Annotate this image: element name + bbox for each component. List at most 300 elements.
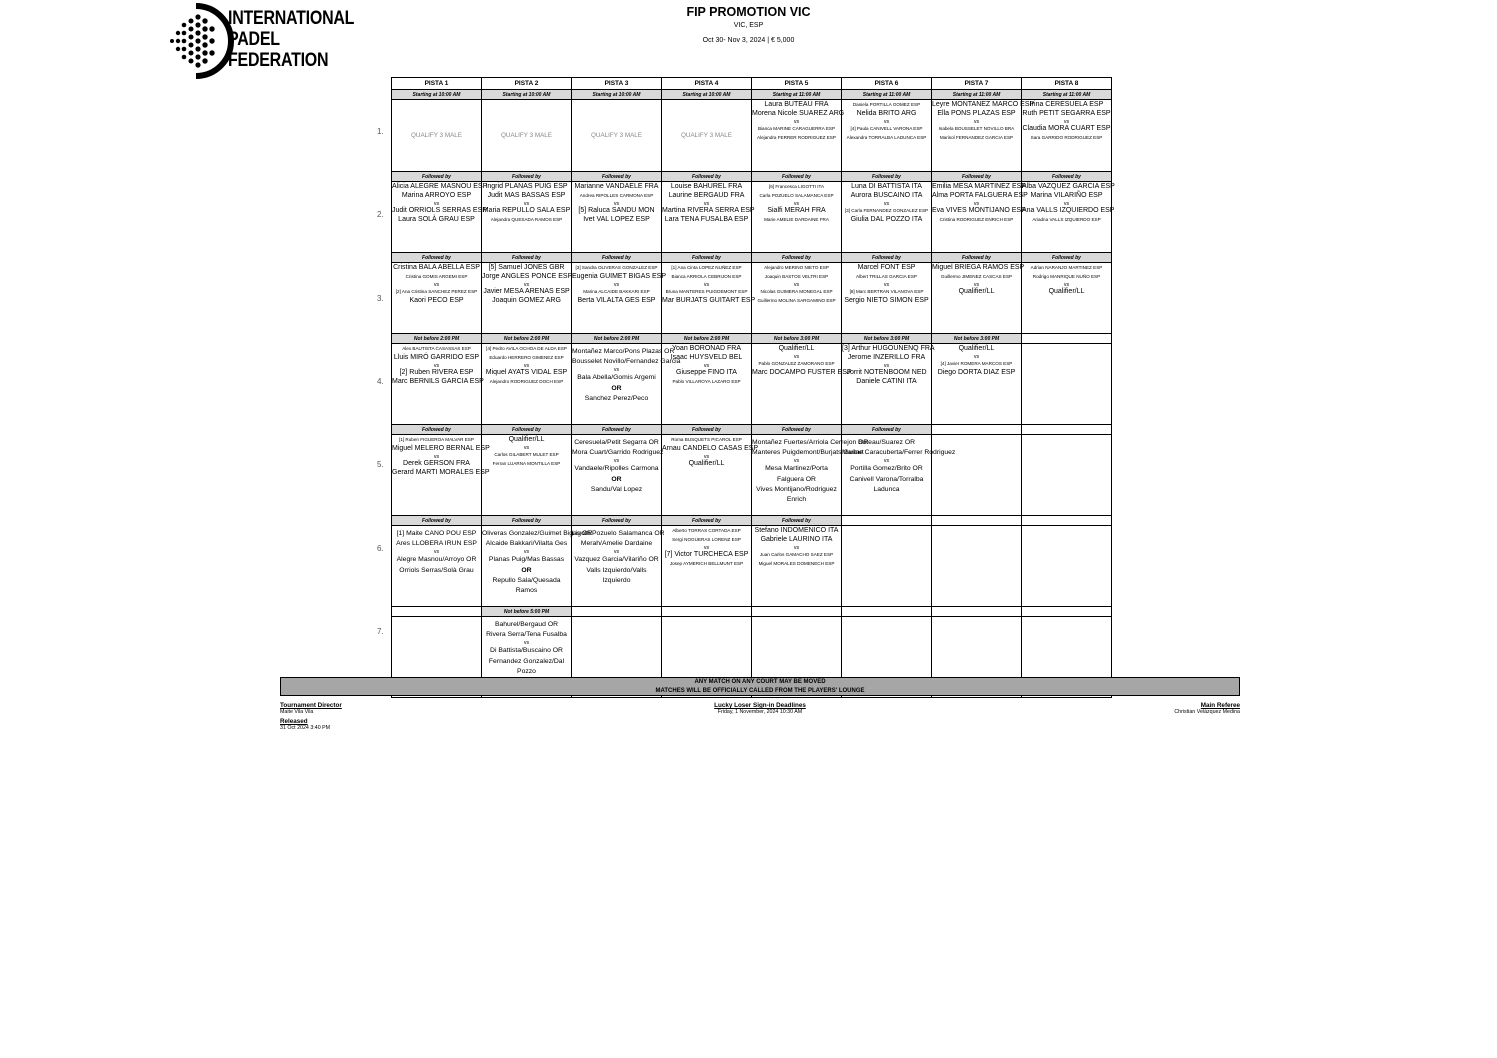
match-content <box>932 526 1021 527</box>
match-cell <box>482 263 572 334</box>
player-name: Marina VILARIÑO ESP <box>1030 191 1103 199</box>
match-cell <box>1022 263 1112 334</box>
match-content <box>662 435 759 469</box>
player-name: Claudia MORA CUART ESP <box>1022 124 1111 132</box>
match-content <box>752 435 869 505</box>
empty-cell <box>1022 526 1112 607</box>
player-name: Ivet VAL LOPEZ ESP <box>583 215 650 223</box>
player-name: Irina CERESUELA ESP <box>1029 101 1104 108</box>
start-time: Followed by <box>662 425 752 435</box>
player-name: Qualifier/LL <box>688 459 725 467</box>
player-name: Marcel FONT ESP <box>857 264 916 271</box>
vs-separator: vs <box>793 353 800 360</box>
start-time: Not before 2:00 PM <box>392 334 482 344</box>
start-time: Followed by <box>842 425 932 435</box>
start-time: Followed by <box>662 172 752 182</box>
match-content <box>662 100 751 171</box>
team-line: Manteres Puigdemont/Burjats Guitart <box>752 449 864 457</box>
vs-separator: vs <box>613 367 620 374</box>
match-cell <box>932 263 1025 334</box>
team-line: Canivell Varona/Torralba <box>849 475 924 483</box>
match-cell <box>932 182 1028 253</box>
team-line: OR <box>611 384 622 392</box>
match-cell <box>752 526 842 607</box>
team-line: Enrich <box>786 496 807 504</box>
row-number: 7. <box>377 626 384 636</box>
player-name: Berta VILALTA GES ESP <box>577 296 656 304</box>
vs-separator: vs <box>433 362 440 369</box>
player-name: Eugenia GUIMET BIGAS ESP <box>572 272 667 280</box>
match-content <box>482 100 571 171</box>
player-name: Giuseppe FINO ITA <box>676 368 737 376</box>
vs-separator: vs <box>973 200 980 207</box>
start-time: Starting at 10:00 AM <box>662 90 752 100</box>
referee-name: Christian Velázquez Medina <box>1174 709 1240 715</box>
player-name: Alejandra FERRER RODRIGUEZ ESP <box>757 134 836 140</box>
tournament-title: FIP PROMOTION VIC <box>686 5 811 19</box>
player-name: Miguel BRIEGA RAMOS ESP <box>932 264 1025 271</box>
court-header: PISTA 3 <box>572 78 662 90</box>
match-cell <box>842 344 935 425</box>
director-label: Tournament Director <box>280 702 342 709</box>
player-name: Sergio NIETO SIMON ESP <box>844 296 929 304</box>
match-cell <box>932 100 1035 172</box>
match-cell <box>662 344 752 425</box>
match-cell <box>662 100 752 172</box>
vs-separator: vs <box>613 458 620 465</box>
start-time: Followed by <box>752 516 842 526</box>
start-time: Followed by <box>842 253 932 263</box>
player-name: Carlos GILABERT MULET ESP <box>494 451 559 457</box>
qualifying-label: QUALIFY 3 MALE <box>501 132 552 139</box>
start-time <box>932 425 1022 435</box>
match-content <box>932 182 1028 225</box>
vs-separator: vs <box>523 200 530 207</box>
player-name: Marie AMELIE DARDAINE FRA <box>764 216 829 222</box>
vs-separator: vs <box>433 200 440 207</box>
team-line: Portilla Gomez/Brito OR <box>850 465 923 473</box>
vs-separator: vs <box>883 362 890 369</box>
player-name: Carla POZUELO SALAMANCA ESP <box>759 192 834 198</box>
player-name: Ariadna VALLS IZQUIERDO ESP <box>1032 216 1101 222</box>
start-time <box>932 516 1022 526</box>
start-time: Followed by <box>392 516 482 526</box>
player-name: Qualifier/LL <box>1048 287 1085 295</box>
match-cell <box>662 526 752 607</box>
vs-separator: vs <box>883 200 890 207</box>
start-time: Followed by <box>392 172 482 182</box>
court-header: PISTA 4 <box>662 78 752 90</box>
start-time: Not before 5:00 PM <box>482 607 572 617</box>
team-line: Pozzo <box>517 667 536 675</box>
match-content <box>932 263 1025 297</box>
vs-separator: vs <box>433 281 440 288</box>
start-time <box>392 607 482 617</box>
player-name: Alba VAZQUEZ GARCIA ESP <box>1022 183 1115 190</box>
match-cell <box>752 344 852 425</box>
start-time: Followed by <box>482 253 572 263</box>
player-name: Alexandra TORRALBA LADUNCA ESP <box>846 134 927 140</box>
match-content <box>482 182 571 225</box>
match-content <box>1022 182 1115 225</box>
player-name: [3] Arthur HUGOUNENQ FRA <box>842 345 935 352</box>
match-content <box>662 617 751 618</box>
team-line: Ligotti/Pozuelo Salamanca OR <box>572 530 665 537</box>
match-cell <box>572 344 681 425</box>
team-line: OR <box>521 566 532 574</box>
player-name: Ana VALLS IZQUIERDO ESP <box>1022 206 1115 214</box>
match-content <box>752 263 841 306</box>
court-header: PISTA 1 <box>392 78 482 90</box>
team-line: Repullo Sala/Quesada <box>492 576 561 584</box>
notice-line: MATCHES WILL BE OFFICIALLY CALLED FROM THE PLAYERS' LOUNGE <box>655 687 865 694</box>
match-cell <box>392 344 482 425</box>
vs-separator: vs <box>793 118 800 125</box>
team-line: Marine Caracuberta/Ferrer Rodriguez <box>842 449 956 457</box>
team-line: Di Battista/Buscaino OR <box>490 647 563 655</box>
player-name: Pablo VILLAROYA LAZARO ESP <box>672 378 741 384</box>
match-content <box>662 344 751 387</box>
vs-separator: vs <box>793 458 800 465</box>
player-name: Kaori PECO ESP <box>409 296 464 304</box>
player-name: Yoan BORONAD FRA <box>672 345 741 352</box>
player-name: Roma BUSQUETS PICAROL ESP <box>671 437 742 442</box>
start-time: Followed by <box>482 425 572 435</box>
player-name: [1] Ana Cinta LOPEZ NUÑEZ ESP <box>671 265 742 270</box>
vs-separator: vs <box>703 281 710 288</box>
team-line: Ramos <box>515 587 538 595</box>
start-time: Starting at 11:00 AM <box>842 90 932 100</box>
match-cell <box>482 526 593 607</box>
team-line: Mora Cuart/Garrido Rodriguez <box>572 449 664 457</box>
vs-separator: vs <box>703 544 710 551</box>
match-content <box>842 344 935 387</box>
court-header: PISTA 6 <box>842 78 932 90</box>
start-time: Followed by <box>752 425 842 435</box>
logo-line: INTERNATIONAL <box>228 7 355 29</box>
start-time: Followed by <box>572 516 662 526</box>
vs-separator: vs <box>523 281 530 288</box>
start-time: Followed by <box>1022 253 1112 263</box>
start-time: Not before 3:00 PM <box>842 334 932 344</box>
player-name: Marianne VANDAELE FRA <box>574 183 659 190</box>
released-value: 31 Oct 2024 3:40 PM <box>280 725 331 731</box>
row-number: 3. <box>377 293 384 303</box>
match-content <box>392 435 490 478</box>
player-name: Alberto TORRAS CORTADA ESP <box>672 528 741 533</box>
player-name: Leyre MONTANEZ MARCO ESP <box>932 101 1035 108</box>
team-line: Vazquez Garcia/Vilariño OR <box>574 556 659 564</box>
player-name: Diego DORTA DIAZ ESP <box>937 368 1016 376</box>
row-number: 2. <box>377 210 384 220</box>
team-line: Fernandez Gonzalez/Dal <box>488 657 565 665</box>
empty-cell <box>1022 435 1112 516</box>
player-name: Qualifier/LL <box>958 345 995 352</box>
match-cell <box>752 263 842 334</box>
qualifying-label: QUALIFY 3 MALE <box>681 132 732 139</box>
vs-separator: vs <box>613 281 620 288</box>
qualifying-label: QUALIFY 3 MALE <box>591 132 642 139</box>
start-time: Followed by <box>572 425 662 435</box>
start-time: Starting at 11:00 AM <box>1022 90 1112 100</box>
player-name: Marisol FERNANDEZ GARCIA ESP <box>939 134 1014 140</box>
match-cell <box>572 100 662 172</box>
player-name: Derek GERSON FRA <box>403 459 470 467</box>
player-name: Josep AYMERICH BELLMUNT ESP <box>669 560 744 566</box>
player-name: Emilia MESA MARTINEZ ESP <box>932 183 1027 190</box>
empty-cell <box>1022 344 1112 425</box>
match-cell <box>752 100 845 172</box>
start-time: Not before 3:00 PM <box>932 334 1022 344</box>
start-time <box>1022 425 1112 435</box>
player-name: Joaquin BASTOS VELTRI ESP <box>764 273 829 279</box>
player-name: Sara GARRIDO RODRIGUEZ ESP <box>1030 134 1103 140</box>
player-name: Maria REPULLO SALA ESP <box>482 206 571 214</box>
player-name: Javier MESA ARENAS ESP <box>483 287 570 295</box>
notice-line: ANY MATCH ON ANY COURT MAY BE MOVED <box>694 679 826 685</box>
player-name: Eva VIVES MONTIJANO ESP <box>932 206 1026 214</box>
player-name: Louise BAHUREL FRA <box>670 183 743 190</box>
vs-separator: vs <box>523 549 530 556</box>
match-content <box>572 526 665 586</box>
player-name: Jorrit NOTENBOOM NED <box>846 368 927 376</box>
director-name: Maite Vila Vila <box>280 709 314 715</box>
match-content <box>842 100 931 143</box>
match-content <box>1022 100 1111 143</box>
team-line: Izquierdo <box>602 576 631 584</box>
empty-cell <box>932 435 1022 516</box>
logo-line: FEDERATION <box>228 49 329 71</box>
match-content <box>482 526 593 596</box>
player-name: Juan Carlos GAMACHO SAEZ ESP <box>759 551 834 557</box>
start-time: Followed by <box>932 253 1022 263</box>
match-cell <box>482 435 572 516</box>
match-content <box>1022 435 1111 436</box>
start-time: Followed by <box>482 172 572 182</box>
team-line: Sanchez Perez/Peco <box>584 394 649 402</box>
player-name: Isaac HUYSVELD BEL <box>670 353 743 361</box>
start-time: Followed by <box>482 516 572 526</box>
start-time: Followed by <box>572 253 662 263</box>
match-content <box>932 344 1021 378</box>
logo-wordmark <box>228 8 354 71</box>
vs-separator: vs <box>1063 200 1070 207</box>
player-name: Qualifier/LL <box>958 287 995 295</box>
player-name: Guillermo JIMENEZ CASCAS ESP <box>940 273 1013 279</box>
match-content <box>1022 263 1111 297</box>
player-name: Cristina BALA ABELLA ESP <box>393 264 480 271</box>
match-cell <box>482 100 572 172</box>
player-name: [1] Ruben FIGUEROA MALVAR ESP <box>399 437 474 442</box>
player-name: Martina RIVERA SERRA ESP <box>662 206 755 214</box>
match-content <box>572 435 664 495</box>
player-name: [6] Francesca LIGOTTI ITA <box>768 184 825 189</box>
player-name: Lara TENA FUSALBA ESP <box>664 215 749 223</box>
player-name: Bianca MARINE CARAGUERRA ESP <box>757 125 836 131</box>
player-name: [2] Ana Cristina SANCHEZ PEREZ ESP <box>395 288 478 294</box>
player-name: Joaquin GOMEZ ARG <box>492 296 561 304</box>
match-content <box>392 263 481 306</box>
start-time: Starting at 10:00 AM <box>392 90 482 100</box>
notice-banner <box>280 677 1240 696</box>
vs-separator: vs <box>433 549 440 556</box>
team-line: Merah/Amelie Dardaine <box>580 540 653 548</box>
vs-separator: vs <box>1063 281 1070 288</box>
player-name: Albert TRILLAS GARCIA ESP <box>856 273 917 279</box>
start-time <box>1022 334 1112 344</box>
team-line: Vives Montijano/Rodriguez <box>756 485 837 493</box>
player-name: [3] Sandra OLIVERAS GONZALEZ ESP <box>575 265 658 270</box>
start-time: Followed by <box>662 253 752 263</box>
row-number: 6. <box>377 543 384 553</box>
player-name: Nelida BRITO ARG <box>856 109 917 117</box>
match-content <box>482 344 571 387</box>
team-line: Mesa Martinez/Porta <box>765 465 828 473</box>
player-name: Alex BAUTISTA CASASSAS ESP <box>402 346 471 351</box>
match-cell <box>662 182 755 253</box>
fip-logo <box>166 4 356 78</box>
match-cell <box>842 263 932 334</box>
player-name: Isabela BOUSSELET NOVILLO BRA <box>938 125 1015 131</box>
player-name: Qualifier/LL <box>778 345 815 352</box>
player-name: Ferran LUARNA MONTILLA ESP <box>492 460 561 466</box>
match-content <box>392 100 481 171</box>
match-content <box>572 344 681 404</box>
vs-separator: vs <box>883 118 890 125</box>
vs-separator: vs <box>613 200 620 207</box>
row-number: 5. <box>377 460 384 470</box>
court-header: PISTA 2 <box>482 78 572 90</box>
match-content <box>572 100 661 171</box>
match-content <box>1022 344 1111 345</box>
match-content <box>1022 526 1111 527</box>
start-time <box>572 607 662 617</box>
match-content <box>1022 617 1111 618</box>
team-line: Orriols Serras/Solà Grau <box>399 566 474 574</box>
team-line: Bala Abella/Gomis Argemi <box>577 374 656 382</box>
vs-separator: vs <box>523 640 530 647</box>
player-name: Morena Nicole SUAREZ ARG <box>752 109 845 117</box>
lucky-loser-deadlines <box>660 702 860 715</box>
player-name: Arnau CANDELO CASAS ESP <box>662 444 759 452</box>
start-time: Followed by <box>572 172 662 182</box>
lucky-value: Friday, 1 November, 2024 10:30 AM <box>717 709 803 715</box>
player-name: Alejandro RODRIGUEZ DOCH ESP <box>489 378 564 384</box>
match-cell <box>842 100 932 172</box>
vs-separator: vs <box>703 362 710 369</box>
player-name: Daniela PORTILLA GOMEZ ESP <box>852 102 921 107</box>
player-name: Judit MAS BASSAS ESP <box>487 191 566 199</box>
match-cell <box>392 435 490 516</box>
match-content <box>752 182 841 225</box>
match-content <box>482 435 571 469</box>
match-content <box>392 182 488 225</box>
vs-separator: vs <box>703 200 710 207</box>
vs-separator: vs <box>793 281 800 288</box>
start-time: Followed by <box>662 516 752 526</box>
match-cell <box>662 263 756 334</box>
player-name: Marc BERNILS GARCIA ESP <box>392 377 484 385</box>
vs-separator: vs <box>523 444 530 451</box>
team-line: Sandu/Val Lopez <box>590 485 643 493</box>
match-content <box>392 617 481 618</box>
team-line: Bousselet Novillo/Fernandez Garcia <box>572 358 681 366</box>
match-content <box>572 263 667 306</box>
player-name: Eduardo HERRERO GIMENEZ ESP <box>489 354 564 360</box>
team-line: Planas Puig/Mas Bassas <box>488 556 565 564</box>
player-name: [4] Pedro AVILA OCHOA DE ALDA ESP <box>486 346 567 351</box>
start-time: Followed by <box>932 172 1022 182</box>
player-name: Giulia DAL POZZO ITA <box>850 215 923 223</box>
team-line: Alegre Masnou/Arroyo OR <box>396 556 477 564</box>
match-cell <box>482 344 572 425</box>
start-time: Starting at 11:00 AM <box>752 90 842 100</box>
team-line: Ares LLOBERA IRUN ESP <box>396 540 477 548</box>
match-content <box>932 435 1021 436</box>
vs-separator: vs <box>883 281 890 288</box>
match-cell <box>842 435 956 516</box>
player-name: Luna DI BATTISTA ITA <box>851 183 922 190</box>
player-name: Guillermo MOLINA SARGAMINO ESP <box>757 297 836 303</box>
player-name: [3] Carla FERNANDEZ GONZALEZ ESP <box>844 207 929 213</box>
start-time <box>1022 516 1112 526</box>
match-cell <box>572 435 662 516</box>
match-content <box>572 617 661 618</box>
player-name: Qualifier/LL <box>508 436 545 443</box>
vs-separator: vs <box>973 118 980 125</box>
player-name: [5] Raluca SANDU MON <box>578 206 655 214</box>
player-name: Cristina RODRIGUEZ ENRICH ESP <box>939 216 1014 222</box>
player-name: Daniele CATINI ITA <box>856 377 917 385</box>
match-cell <box>482 182 572 253</box>
player-name: [4] Javier ROMERA MARCOS ESP <box>940 360 1013 366</box>
player-name: Rodrigo MANRIQUE NUÑO ESP <box>1032 273 1101 279</box>
start-time <box>932 607 1022 617</box>
team-line: Rivera Serra/Tena Fusalba <box>486 631 567 639</box>
vs-separator: vs <box>1063 118 1070 125</box>
start-time: Followed by <box>1022 172 1112 182</box>
player-name: Ingrid PLANAS PUIG ESP <box>485 183 568 190</box>
match-content <box>482 617 571 677</box>
empty-cell <box>932 526 1022 607</box>
match-cell <box>1022 100 1112 172</box>
empty-cell <box>842 526 932 607</box>
team-line: [1] Maite CANO POU ESP <box>396 530 477 537</box>
qualifying-label: QUALIFY 3 MALE <box>411 132 462 139</box>
player-name: Bianca ARRIOLA CEBRIJON ESP <box>671 273 742 279</box>
match-content <box>842 526 931 527</box>
fip-logo-mark <box>166 4 226 78</box>
match-cell <box>572 182 662 253</box>
player-name: [5] Samuel JONES GBR <box>488 264 565 271</box>
released-label: Released <box>280 718 308 725</box>
start-time: Not before 2:00 PM <box>482 334 572 344</box>
match-content <box>482 263 571 306</box>
start-time: Starting at 11:00 AM <box>932 90 1022 100</box>
match-content <box>572 182 661 225</box>
team-line: Montañez Fuertes/Arriola Cerrejon OR <box>752 439 869 446</box>
referee-label: Main Referee <box>1200 702 1240 709</box>
player-name: Gerard MARTI MORALES ESP <box>392 468 490 476</box>
player-name: Laurine BERGAUD FRA <box>668 191 745 199</box>
team-line: OR <box>611 475 622 483</box>
player-name: Alejandro MERINO NIETO ESP <box>764 265 829 270</box>
start-time: Not before 2:00 PM <box>662 334 752 344</box>
match-content <box>392 526 481 576</box>
player-name: Pablo GONZALEZ ZAMORANO ESP <box>758 360 835 366</box>
match-cell <box>392 100 482 172</box>
player-name: Nicolas GUIMERA MONEGAL ESP <box>760 288 833 294</box>
